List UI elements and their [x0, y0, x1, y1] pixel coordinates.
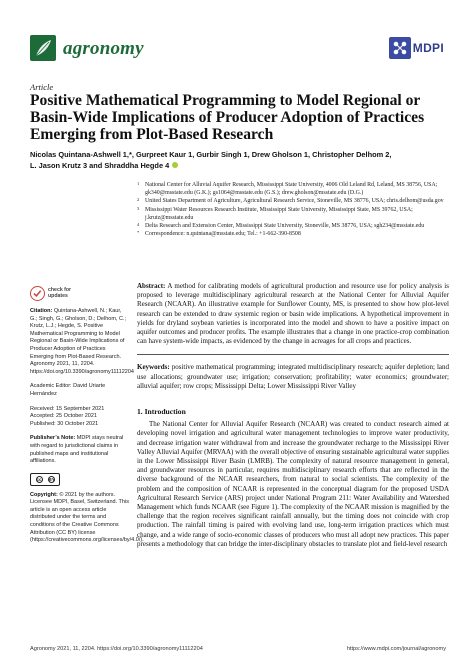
introduction-paragraph: The National Center for Alluvial Aquifer Research (NCAAR) was created to conduct research aimed at developing novel irrigation and agricultural water management technologies to improve water productivity, and decrease irrigation water withdrawal from and increase the groundwater recharge to the Mississippi River Valley Alluvial Aquifer (MRVAA) with the overall objective of ensuring sustainable agricultural water supplies in the Lower Mississippi River Basin (LMRB). The complexity of natural resource management in general, and groundwater resources in particular, requires multidisciplinary research efforts that are reflected in the diverse background of the NCAAR researchers, from natural to social scientists. The complexity of the problem and the composition of NCAAR is represented in the conceptual diagram for the proposed USDA Agricultural Research Service (ARS) project under National Program 211: Water Availability and Watershed Management which funds NCAAR (see Figure 1). The complexity of the NCAAR mission is magnified by the challenge that the region receives significant rainfall annually, but the timing does not coincide with crop production. The rainfall timing is paired with evolving land use, long-term irrigation practices which must change, and a wide range of socio-economic classes of producers who must all adopt new practices. This paper presents a methodology that can bridge the inter-disciplinary obstacles to translate plot and field-level research [137, 420, 449, 548]
authors-line-1 [30, 150, 446, 161]
copyright-text[interactable]: © 2021 by the authors. Licensee MDPI, Basel, Switzerland. This article is an open access article distributed under the terms and conditions of the Creative Commons Attribution (CC BY) license (https://creativecommons.org/licenses/by/4.0/). [30, 491, 144, 544]
abstract [137, 282, 449, 346]
by-symbol: BY [48, 476, 55, 482]
affiliation-number: 4 [137, 222, 140, 228]
abstract-text: A method for calibrating models of agricultural production and resource use for policy analysis is proposed to leverage multidisciplinary agricultural research at the National Center for Alluvial Aquifer Research (NCAAR). An illustrative example for Sunflower County, MS, is presented to show how plot-level research can be extended to draw systemic region or basin wide implications. A hypothetical improvement in yields for dryland soybean varieties is incorporated into the model and shown to have a positive impact on aquifer outcomes and producer profits. The example illustrates that a change in one practice-crop combination can have system-wide impacts, as evidenced by the change in acreages for all crops and practices. [137, 282, 449, 346]
affiliation-text: National Center for Alluvial Aquifer Research, Mississippi State University, 4006 Old Leland Rd, Leland, MS 38756, USA; gk340@msstate.edu (G.K.); gs1064@msstate.edu (G.S.); drew.gholson@msstate.edu (D.G.) [145, 182, 438, 197]
dates-block [30, 406, 130, 429]
footer-citation[interactable]: Agronomy 2021, 11, 2204. https://doi.org/10.3390/agronomy11112204 [30, 646, 203, 652]
check-updates-icon [30, 286, 45, 301]
affiliation-text: Mississippi Water Resources Research Institute, Mississippi State University, Mississippi State, MS 39762, USA; j.krutz@msstate.edu [145, 206, 413, 221]
publisher-note-text: MDPI stays neutral with regard to jurisdictional claims in published maps and institutional affiliations. [30, 435, 124, 465]
check-updates-line-1: check for [48, 286, 72, 293]
check-updates-label [48, 287, 71, 299]
page-footer [30, 646, 446, 652]
keywords-label: Keywords: [137, 363, 170, 372]
academic-editor: Academic Editor: David Uriarte Hernández [30, 383, 106, 397]
citation-label: Citation: [30, 308, 53, 314]
publisher-note [30, 435, 130, 465]
authors-line-2 [30, 161, 446, 172]
affiliation-item [137, 181, 449, 197]
article-title: Positive Mathematical Programming to Model Regional or Basin-Wide Implications of Producer Adoption of Practices Emerging from Plot-Based Research [30, 92, 425, 143]
main-column [137, 282, 449, 549]
keywords [137, 363, 449, 391]
keywords-text: positive mathematical programming; integrated multidisciplinary research; aquifer depletion; land use allocations; groundwater use; irrigation; conservation; profitability; water economics; groundwater; alluvial aquifer; row crops; Mississippi Delta; Lower Mississippi River Valley [137, 363, 450, 390]
affiliation-number: 2 [137, 197, 140, 203]
copyright-label: Copyright: [30, 491, 58, 498]
publisher-name: MDPI [412, 41, 444, 55]
check-updates-line-2: updates [48, 293, 68, 299]
authors-text-1[interactable]: Nicolas Quintana-Ashwell 1,*, Gurpreet Kaur 1, Gurbir Singh 1, Drew Gholson 1, Christopher Delhom 2, [30, 150, 392, 159]
journal-name[interactable]: agronomy [63, 38, 144, 59]
creative-commons-icon [30, 473, 60, 486]
affiliations [137, 181, 449, 238]
accepted-date: Accepted: 25 October 2021 [30, 413, 97, 420]
author-list [30, 150, 446, 171]
affiliation-item [137, 222, 449, 230]
published-date: Published: 30 October 2021 [30, 420, 99, 427]
cc-by-license-badge[interactable] [30, 473, 130, 486]
affiliation-item [137, 206, 449, 222]
check-for-updates-button[interactable] [30, 283, 130, 303]
affiliation-text: United States Department of Agriculture, Agricultural Research Service, Stoneville, MS 38776, USA; chris.delhom@usda.gov [145, 198, 444, 205]
authors-text-2[interactable]: L. Jason Krutz 3 and Shraddha Hegde 4 [30, 160, 170, 170]
correspondence [137, 230, 449, 238]
journal-header [30, 33, 444, 71]
mdpi-icon [389, 37, 411, 59]
article-type: Article [30, 82, 54, 92]
publisher-note-label: Publisher’s Note: [30, 435, 76, 442]
section-divider [137, 354, 449, 355]
section-heading: 1. Introduction [137, 407, 186, 417]
wheat-leaf-icon [30, 35, 56, 61]
affiliation-text: Delta Research and Extension Center, Mississippi State University, Stoneville, MS 38776, USA; sgh234@msstate.edu [145, 223, 425, 230]
abstract-label: Abstract: [137, 282, 166, 290]
citation-text[interactable]: Quintana-Ashwell, N.; Kaur, G.; Singh, G.; Gholson, D.; Delhom, C.; Krutz, L.J.; Hegde, S. Positive Mathematical Programming to Model Regional or Basin-Wide Implications of Producer Adoption of Practices Emerging from Plot-Based Research. Agronomy 2021, 11, 2204. https://doi.org/10.3390/agronomy11112204 [30, 308, 134, 375]
publisher-logo[interactable] [389, 37, 444, 59]
affiliation-number: * [137, 230, 140, 236]
cc-symbol: cc [36, 476, 42, 482]
affiliation-item [137, 197, 449, 205]
affiliation-number: 3 [137, 205, 140, 211]
footer-journal-link[interactable]: https://www.mdpi.com/journal/agronomy [346, 646, 446, 652]
orcid-icon[interactable] [172, 162, 178, 168]
affiliation-number: 1 [137, 181, 140, 186]
citation-block [30, 308, 134, 376]
received-date: Received: 15 September 2021 [30, 405, 105, 412]
copyright-block [30, 491, 144, 545]
article-sidebar [30, 283, 144, 552]
correspondence-text[interactable]: Correspondence: n.quintana@msstate.edu; Tel.: +1-662-390-8508 [145, 231, 301, 238]
